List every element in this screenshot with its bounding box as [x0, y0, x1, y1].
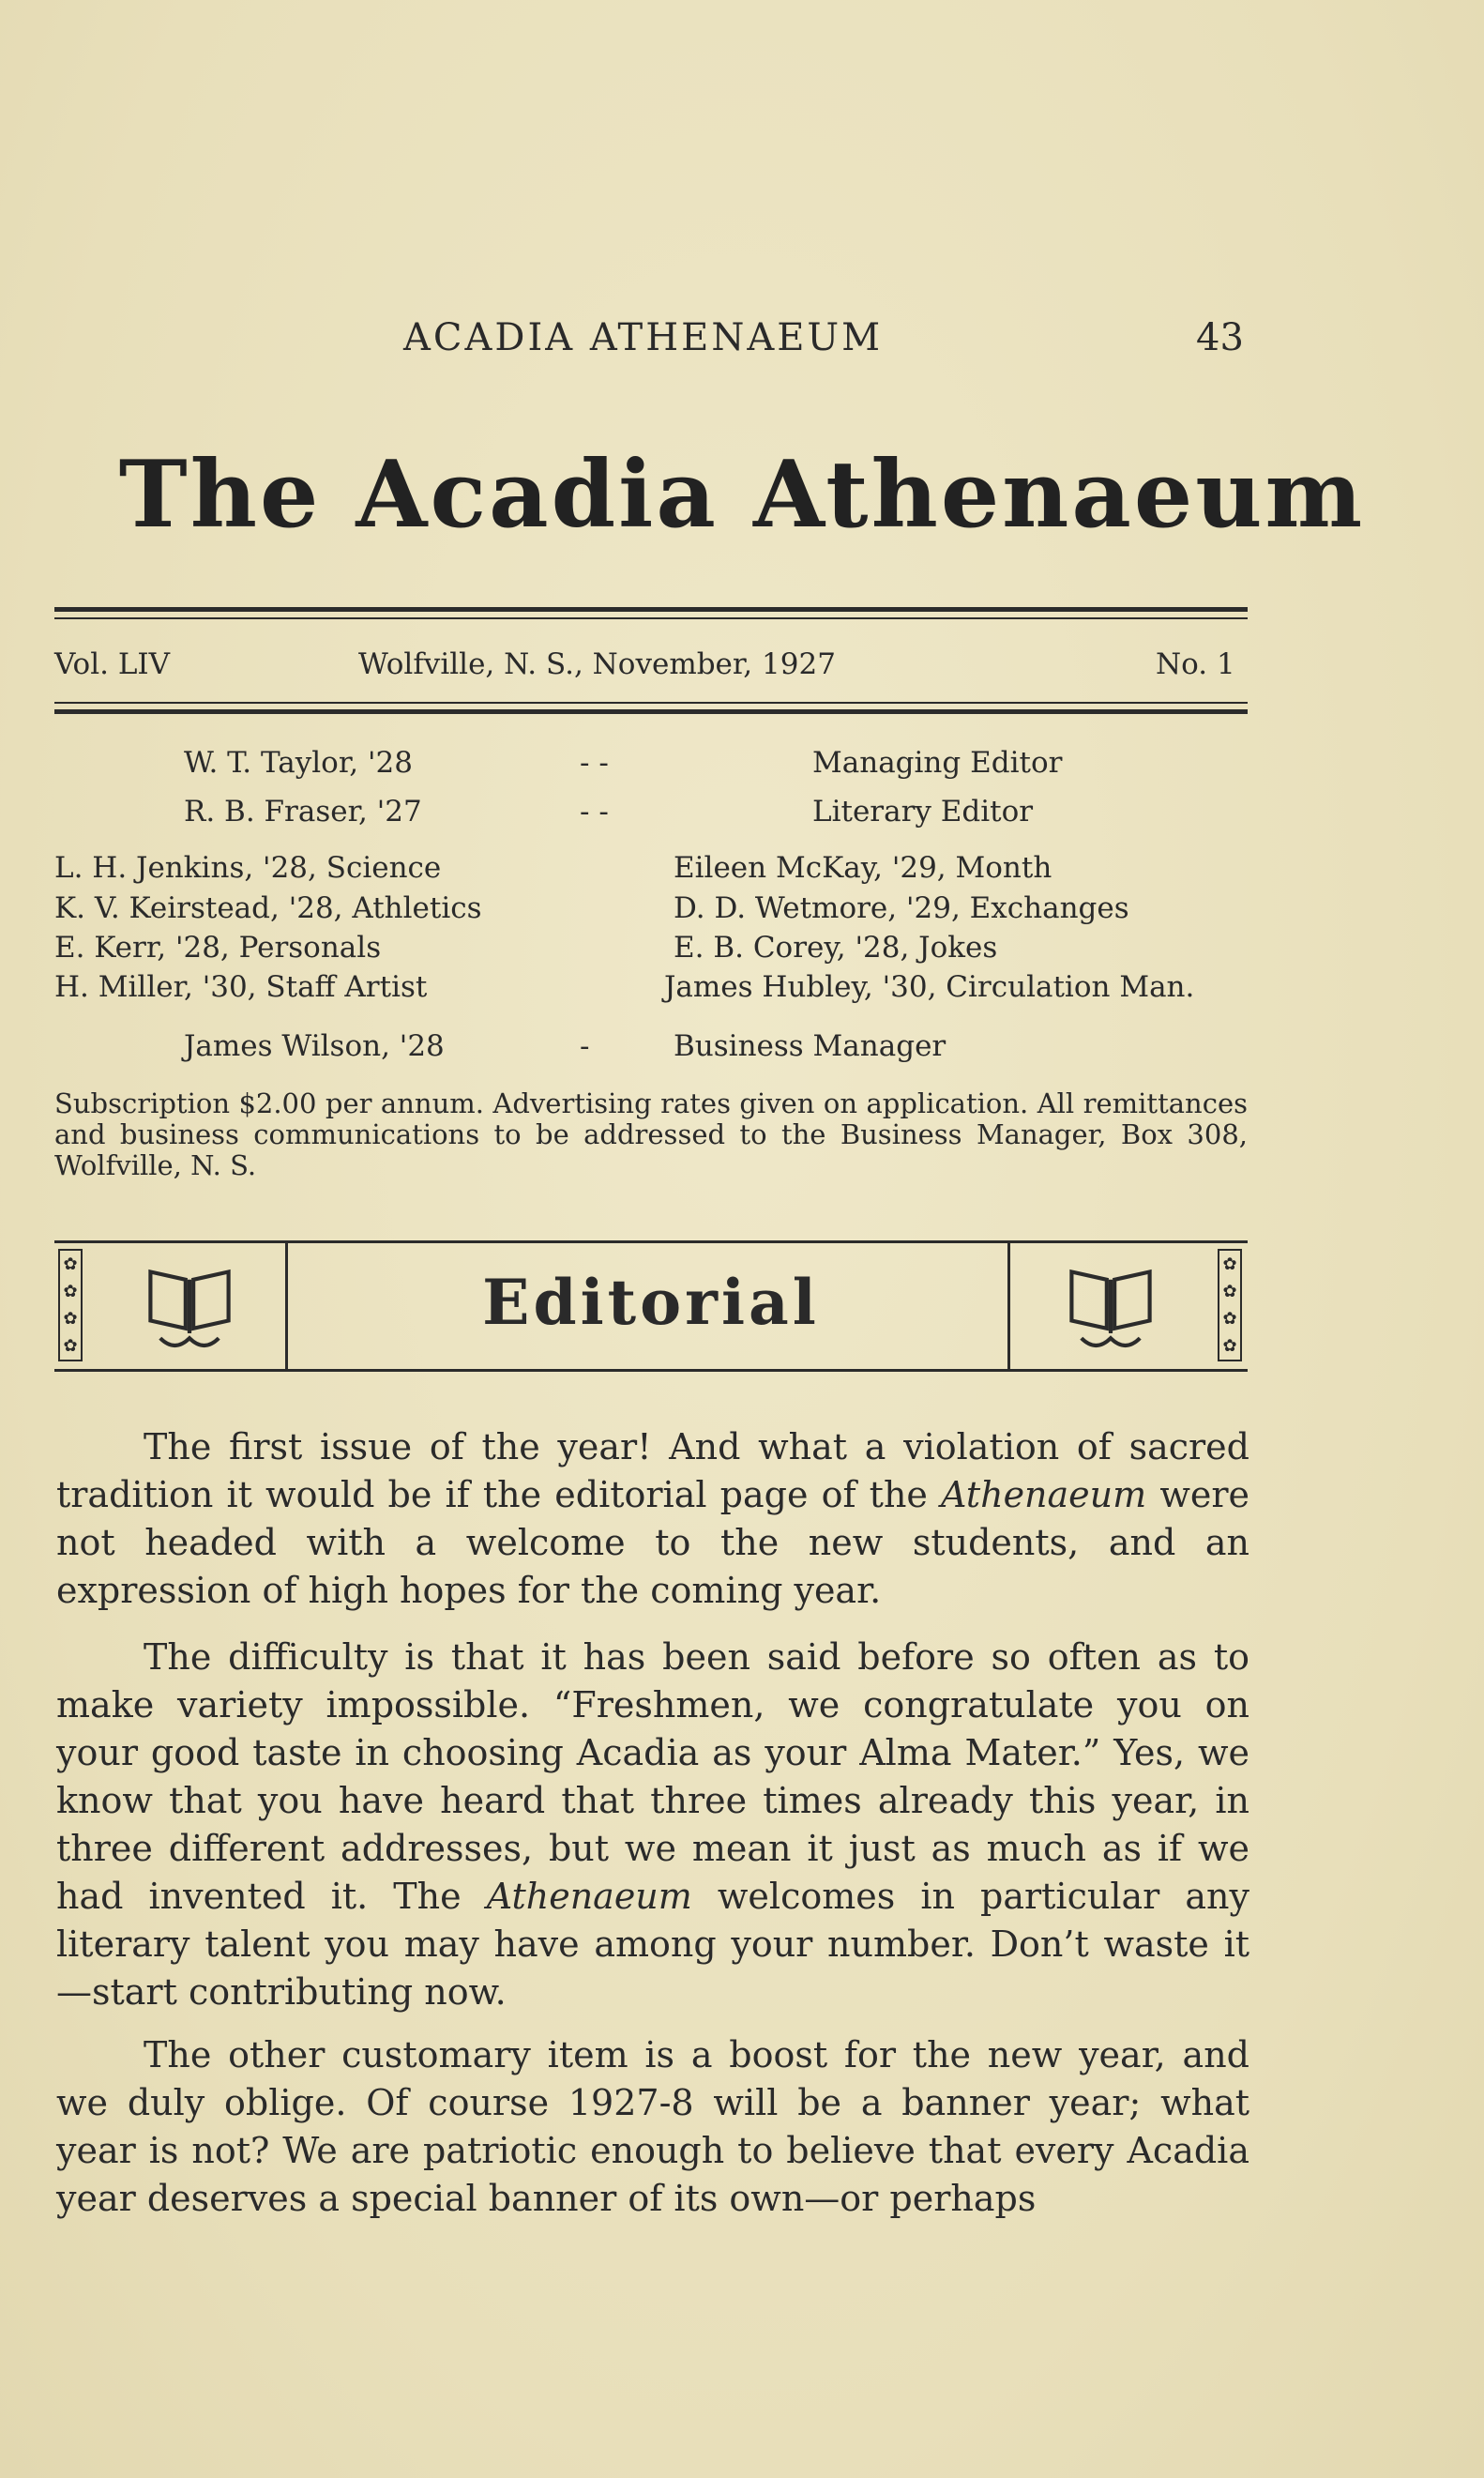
staff-dash: - -: [580, 795, 609, 829]
staff-right-item: Eileen McKay, '29, Month: [674, 851, 1052, 885]
staff-right-item: James Hubley, '30, Circulation Man.: [664, 970, 1195, 1004]
business-name: James Wilson, '28: [184, 1029, 445, 1063]
page-number: 43: [1196, 316, 1244, 359]
star-column-icon: ✿ ✿ ✿ ✿: [1218, 1249, 1242, 1361]
open-book-icon: [1062, 1260, 1159, 1358]
issue-rule-thin: [54, 702, 1248, 704]
masthead-rule-thick: [54, 607, 1248, 612]
staff-left-item: L. H. Jenkins, '28, Science: [54, 851, 442, 885]
italic-text: Athenaeum: [941, 1474, 1147, 1515]
staff-name: R. B. Fraser, '27: [184, 795, 422, 829]
paragraph-3: The other customary item is a boost for the new year, and we duly oblige. Of course 1927-8 will be a banner year; what year is not? We are patriotic enough to believe that every Acadia year deserves a special banner of its own—or perhaps: [56, 2034, 1249, 2219]
text-run: The first issue of the year! And what a violation of sacred tradition it would be if the editorial page of the: [56, 1426, 1249, 1515]
staff-left-item: K. V. Keirstead, '28, Athletics: [54, 891, 482, 925]
running-title: ACADIA ATHENAEUM: [403, 316, 884, 359]
text-run: were not headed with a welcome to the new students, and an expression of high hopes for the coming year.: [56, 1474, 1249, 1611]
business-role: Business Manager: [674, 1029, 946, 1063]
staff-role: Literary Editor: [812, 795, 1034, 829]
staff-left-item: H. Miller, '30, Staff Artist: [54, 970, 428, 1004]
staff-dash: - -: [580, 746, 609, 780]
issue-number-label: No. 1: [1156, 647, 1235, 681]
business-dash: -: [580, 1029, 590, 1063]
editorial-heading-box: [54, 1240, 1248, 1372]
staff-role: Managing Editor: [812, 746, 1063, 780]
section-title: Editorial: [482, 1266, 820, 1339]
volume-label: Vol. LIV: [54, 647, 171, 681]
italic-text: Athenaeum: [486, 1876, 692, 1917]
paragraph-2: [56, 1634, 1249, 2016]
paragraph-1: [56, 1423, 1249, 1615]
text-run: welcomes in particular any literary talent you may have among your number. Don’t waste it—start contributing now.: [56, 1876, 1249, 2013]
subscription-notice: Subscription $2.00 per annum. Advertising rates given on application. All remittances and business communications to be addressed to the Business Manager, Box 308, Wolfville, N. S.: [54, 1087, 1248, 1181]
divider-line: [1007, 1243, 1010, 1369]
masthead-title: The Acadia Athenaeum: [118, 441, 1366, 549]
issue-rule-thick: [54, 709, 1248, 714]
staff-right-item: D. D. Wetmore, '29, Exchanges: [674, 891, 1129, 925]
staff-right-item: E. B. Corey, '28, Jokes: [674, 931, 998, 965]
text-run: The difficulty is that it has been said before so often as to make variety impossible. “Freshmen, we congratulate you on your good taste in choosing Acadia as your Alma Mater.” Yes, we know that you have heard that three times already this year, in three different addresses, but we mean it just as much as if we had invented it. The: [56, 1636, 1249, 1917]
staff-left-item: E. Kerr, '28, Personals: [54, 931, 382, 965]
place-date-label: Wolfville, N. S., November, 1927: [358, 647, 836, 681]
masthead-rule-thin: [54, 617, 1248, 619]
star-column-icon: ✿ ✿ ✿ ✿: [58, 1249, 83, 1361]
staff-name: W. T. Taylor, '28: [184, 746, 413, 780]
